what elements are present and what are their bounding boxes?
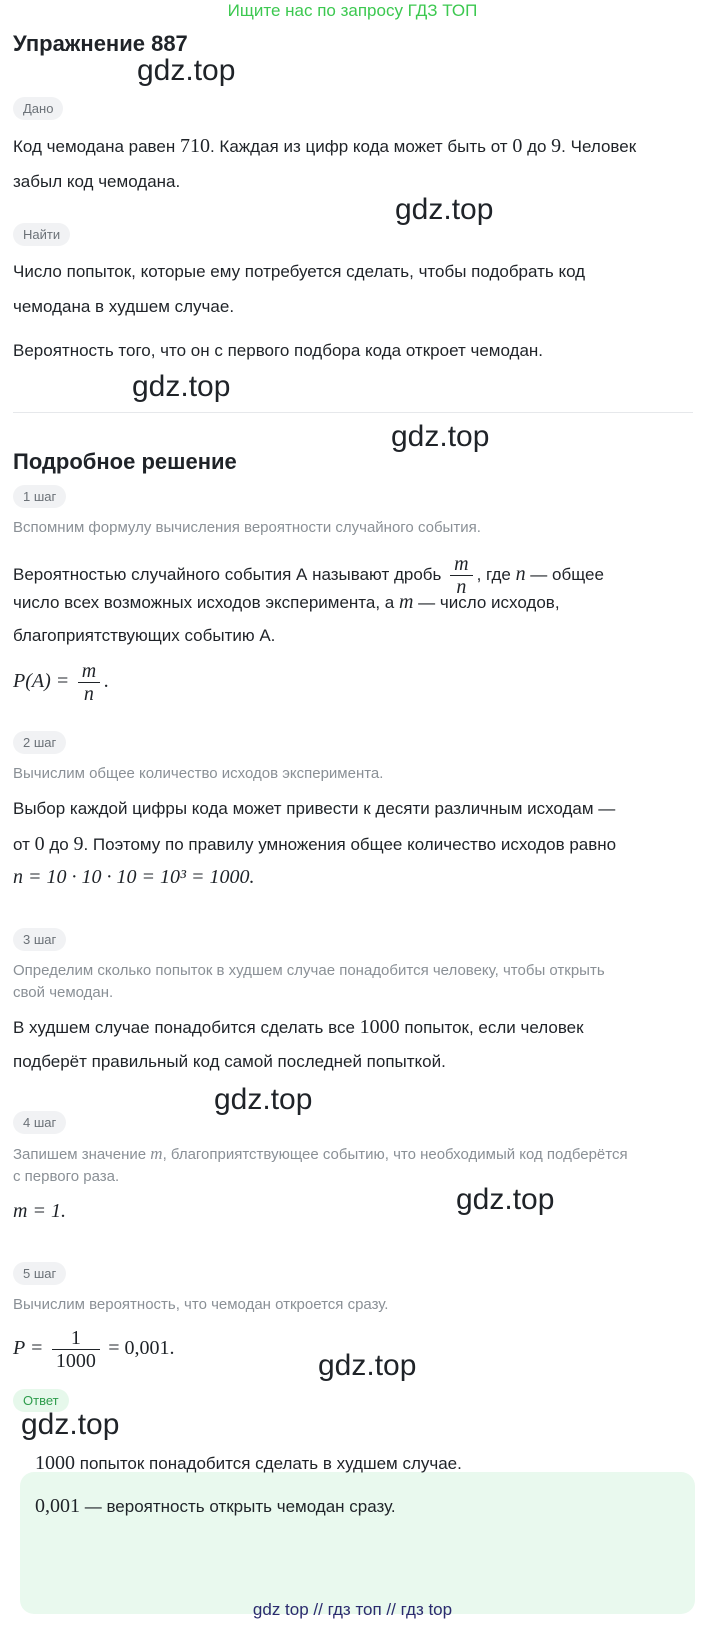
step1-formula-num: m bbox=[81, 660, 97, 683]
find-line-1: Число попыток, которые ему потребуется сделать, чтобы подобрать код bbox=[13, 262, 586, 281]
step4-hint-text-1: Запишем значение bbox=[13, 1146, 147, 1163]
watermark: gdz.top bbox=[395, 193, 494, 226]
answer-num-1: 1000 bbox=[35, 1452, 75, 1474]
step5-fraction bbox=[52, 1327, 100, 1372]
step1-n: n bbox=[515, 563, 526, 585]
step2-tag-label: 2 шаг bbox=[13, 731, 66, 754]
step5-tag bbox=[13, 1262, 66, 1285]
find-line-3: Вероятность того, что он с первого подбора кода откроет чемодан. bbox=[13, 341, 544, 360]
step1-formula-dot: . bbox=[104, 670, 110, 692]
step3-line-1 bbox=[13, 1009, 693, 1046]
step4-hint-1 bbox=[13, 1142, 693, 1166]
step1-text-2: , где bbox=[476, 565, 511, 584]
top-banner[interactable]: Ищите нас по запросу ГДЗ ТОП bbox=[227, 1, 478, 20]
step1-frac-den: n bbox=[450, 575, 472, 598]
given-line-2: забыл код чемодана. bbox=[13, 172, 181, 191]
answer-text-1: попыток понадобится сделать в худшем случае. bbox=[79, 1454, 462, 1473]
answer-line-2 bbox=[35, 1488, 675, 1525]
given-text-3: до bbox=[527, 137, 547, 156]
step3-hint-1: Определим сколько попыток в худшем случае понадобится человеку, чтобы открыть bbox=[13, 962, 605, 979]
step1-text-1: Вероятностью случайного события А называют дробь bbox=[13, 565, 442, 584]
answer-tag-label: Ответ bbox=[13, 1389, 69, 1412]
step1-text-3: — общее bbox=[530, 565, 604, 584]
step1-text-4: число всех возможных исходов эксперимента, а bbox=[13, 593, 395, 612]
step3-tag-label: 3 шаг bbox=[13, 928, 66, 951]
step5-hint: Вычислим вероятность, что чемодан откроется сразу. bbox=[13, 1296, 389, 1313]
find-tag-label: Найти bbox=[13, 223, 70, 246]
step4-formula: m = 1. bbox=[13, 1200, 66, 1222]
given-text-2: . Каждая из цифр кода может быть от bbox=[209, 137, 508, 156]
step2-d9: 9 bbox=[73, 833, 84, 855]
given-line-1 bbox=[13, 128, 693, 165]
step1-formula-lhs: P(A) = bbox=[13, 670, 70, 692]
step2-d0: 0 bbox=[34, 833, 45, 855]
watermark: gdz.top bbox=[214, 1083, 313, 1116]
footer-links[interactable]: gdz top // гдз топ // гдз top bbox=[252, 1600, 453, 1619]
answer-line-1 bbox=[35, 1445, 675, 1482]
step5-frac-num: 1 bbox=[70, 1327, 81, 1350]
step1-tag-label: 1 шаг bbox=[13, 485, 66, 508]
watermark: gdz.top bbox=[21, 1408, 120, 1441]
watermark: gdz.top bbox=[132, 370, 231, 403]
given-d0: 0 bbox=[512, 135, 523, 157]
step3-line-2: подберёт правильный код самой последней попыткой. bbox=[13, 1052, 446, 1071]
watermark: gdz.top bbox=[391, 420, 490, 453]
step2-tag bbox=[13, 731, 66, 754]
step2-formula: n = 10 · 10 · 10 = 10³ = 1000. bbox=[13, 866, 255, 888]
given-tag bbox=[13, 97, 63, 120]
step4-tag-label: 4 шаг bbox=[13, 1111, 66, 1134]
find-line-2: чемодана в худшем случае. bbox=[13, 297, 235, 316]
answer-num-2: 0,001 bbox=[35, 1495, 80, 1517]
step1-tag bbox=[13, 485, 66, 508]
step1-text-5: — число исходов, bbox=[418, 593, 560, 612]
step1-formula-fraction bbox=[78, 660, 100, 705]
step5-formula bbox=[13, 1322, 175, 1374]
step4-tag bbox=[13, 1111, 66, 1134]
given-text-4: . Человек bbox=[561, 137, 637, 156]
step1-hint: Вспомним формулу вычисления вероятности случайного события. bbox=[13, 519, 481, 536]
step1-m: m bbox=[398, 591, 414, 613]
answer-text-2: — вероятность открыть чемодан сразу. bbox=[84, 1497, 396, 1516]
step2-line-1: Выбор каждой цифры кода может привести к десяти различным исходам — bbox=[13, 799, 616, 818]
step1-formula bbox=[13, 655, 109, 707]
step2-line-2 bbox=[13, 826, 693, 863]
step3-text-2: попыток, если человек bbox=[404, 1018, 584, 1037]
step2-text-3: . Поэтому по правилу умножения общее количество исходов равно bbox=[83, 835, 617, 854]
given-d9: 9 bbox=[551, 135, 562, 157]
find-tag bbox=[13, 223, 70, 246]
step3-hint-2: свой чемодан. bbox=[13, 984, 114, 1001]
step3-num: 1000 bbox=[359, 1016, 400, 1038]
step5-tag-label: 5 шаг bbox=[13, 1262, 66, 1285]
divider bbox=[13, 412, 693, 413]
step5-lhs: P = bbox=[13, 1337, 44, 1359]
step5-frac-den: 1000 bbox=[52, 1349, 100, 1372]
step4-hint-2: с первого раза. bbox=[13, 1168, 120, 1185]
step3-tag bbox=[13, 928, 66, 951]
step4-hint-text-2: , благоприятствующее событию, что необходимый код подберётся bbox=[162, 1146, 628, 1163]
step4-hint-m: m bbox=[150, 1144, 163, 1163]
given-tag-label: Дано bbox=[13, 97, 63, 120]
step1-line-3: благоприятствующих событию А. bbox=[13, 626, 276, 645]
step1-formula-den: n bbox=[78, 682, 100, 705]
step1-frac-num: m bbox=[454, 553, 469, 576]
given-text-1: Код чемодана равен bbox=[13, 137, 176, 156]
step1-line-2 bbox=[13, 584, 693, 621]
step2-text-2: до bbox=[49, 835, 69, 854]
step3-text-1: В худшем случае понадобится сделать все bbox=[13, 1018, 355, 1037]
watermark: gdz.top bbox=[137, 54, 236, 87]
watermark: gdz.top bbox=[318, 1349, 417, 1382]
watermark: gdz.top bbox=[456, 1183, 555, 1216]
page-title: Упражнение 887 bbox=[13, 31, 188, 56]
solution-title: Подробное решение bbox=[13, 449, 237, 474]
step2-text-1: от bbox=[13, 835, 30, 854]
step5-rhs: = 0,001. bbox=[108, 1337, 175, 1359]
given-code: 710 bbox=[179, 135, 210, 157]
step2-hint: Вычислим общее количество исходов эксперимента. bbox=[13, 765, 384, 782]
